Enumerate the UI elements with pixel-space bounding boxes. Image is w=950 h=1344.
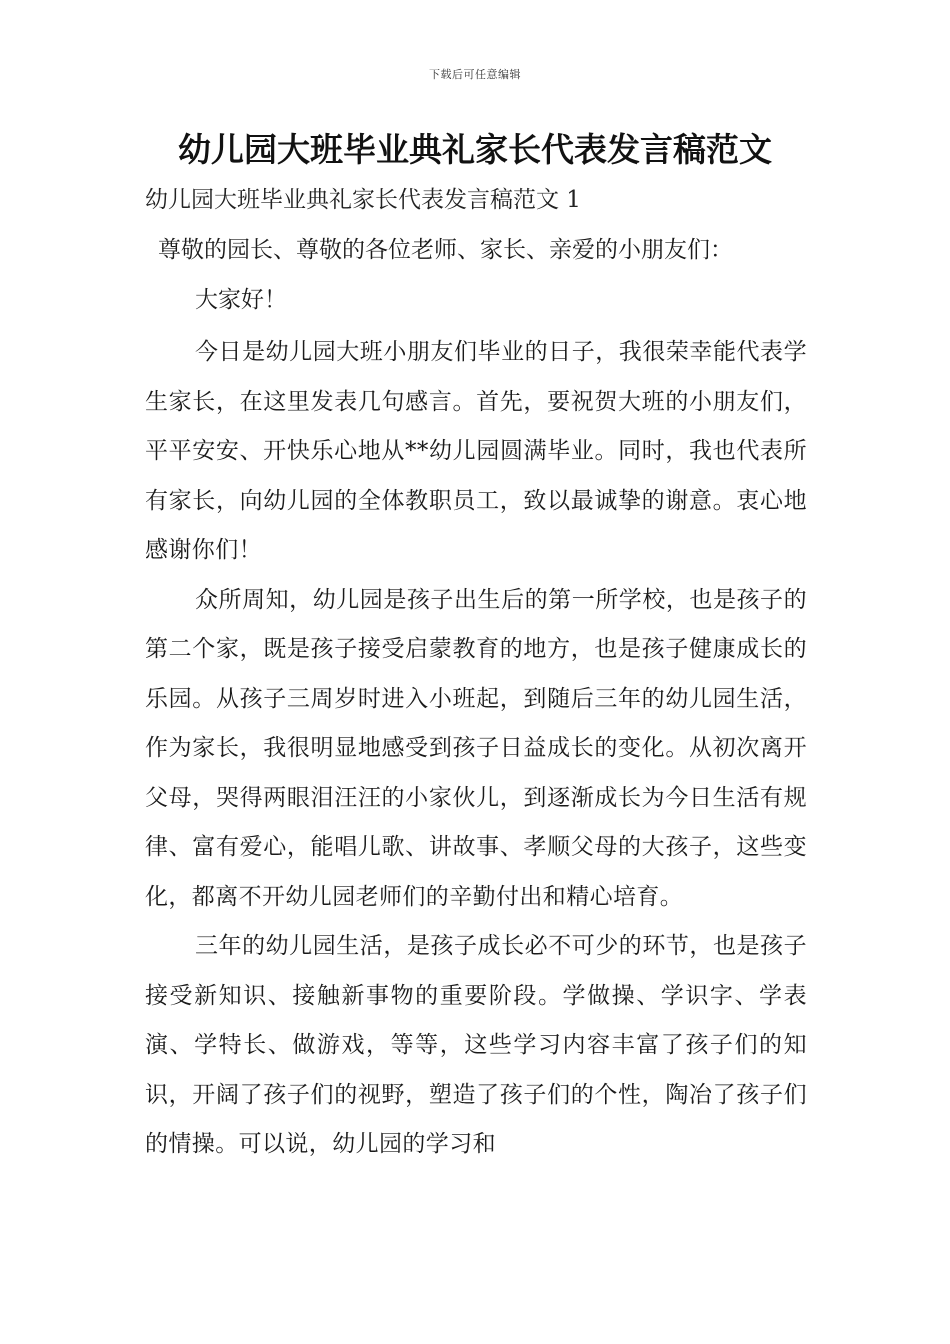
paragraph: 众所周知，幼儿园是孩子出生后的第一所学校，也是孩子的第二个家，既是孩子接受启蒙教育的地方，也是孩子健康成长的乐园。从孩子三周岁时进入小班起，到随后三年的幼儿园生活，作为家长，我很明显地感受到孩子日益成长的变化。从初次离开父母，哭得两眼泪汪汪的小家伙儿，到逐渐成长为今日生活有规律、富有爱心，能唱儿歌、讲故事、孝顺父母的大孩子，这些变化，都离不开幼儿园老师们的辛勤付出和精心培育。 xyxy=(145,586,807,910)
paragraph: 今日是幼儿园大班小朋友们毕业的日子，我很荣幸能代表学生家长，在这里发表几句感言。首先，要祝贺大班的小朋友们，平平安安、开快乐心地从**幼儿园圆满毕业。同时，我也代表所有家长，向幼儿园的全体教职员工，致以最诚挚的谢意。衷心地感谢你们！ xyxy=(145,339,807,563)
body-text xyxy=(145,328,807,1170)
paragraph: 三年的幼儿园生活，是孩子成长必不可少的环节，也是孩子接受新知识、接触新事物的重要阶段。学做操、学识字、学表演、学特长、做游戏，等等，这些学习内容丰富了孩子们的知识，开阔了孩子们的视野，塑造了孩子们的个性，陶冶了孩子们的情操。可以说，幼儿园的学习和 xyxy=(145,933,807,1157)
header-note: 下载后可任意编辑 xyxy=(429,68,521,81)
document-title: 幼儿园大班毕业典礼家长代表发言稿范文 xyxy=(178,130,772,169)
section-subtitle: 幼儿园大班毕业典礼家长代表发言稿范文 1 xyxy=(145,187,581,213)
salutation: 尊敬的园长、尊敬的各位老师、家长、亲爱的小朋友们： xyxy=(158,237,733,263)
greeting: 大家好！ xyxy=(195,287,287,313)
